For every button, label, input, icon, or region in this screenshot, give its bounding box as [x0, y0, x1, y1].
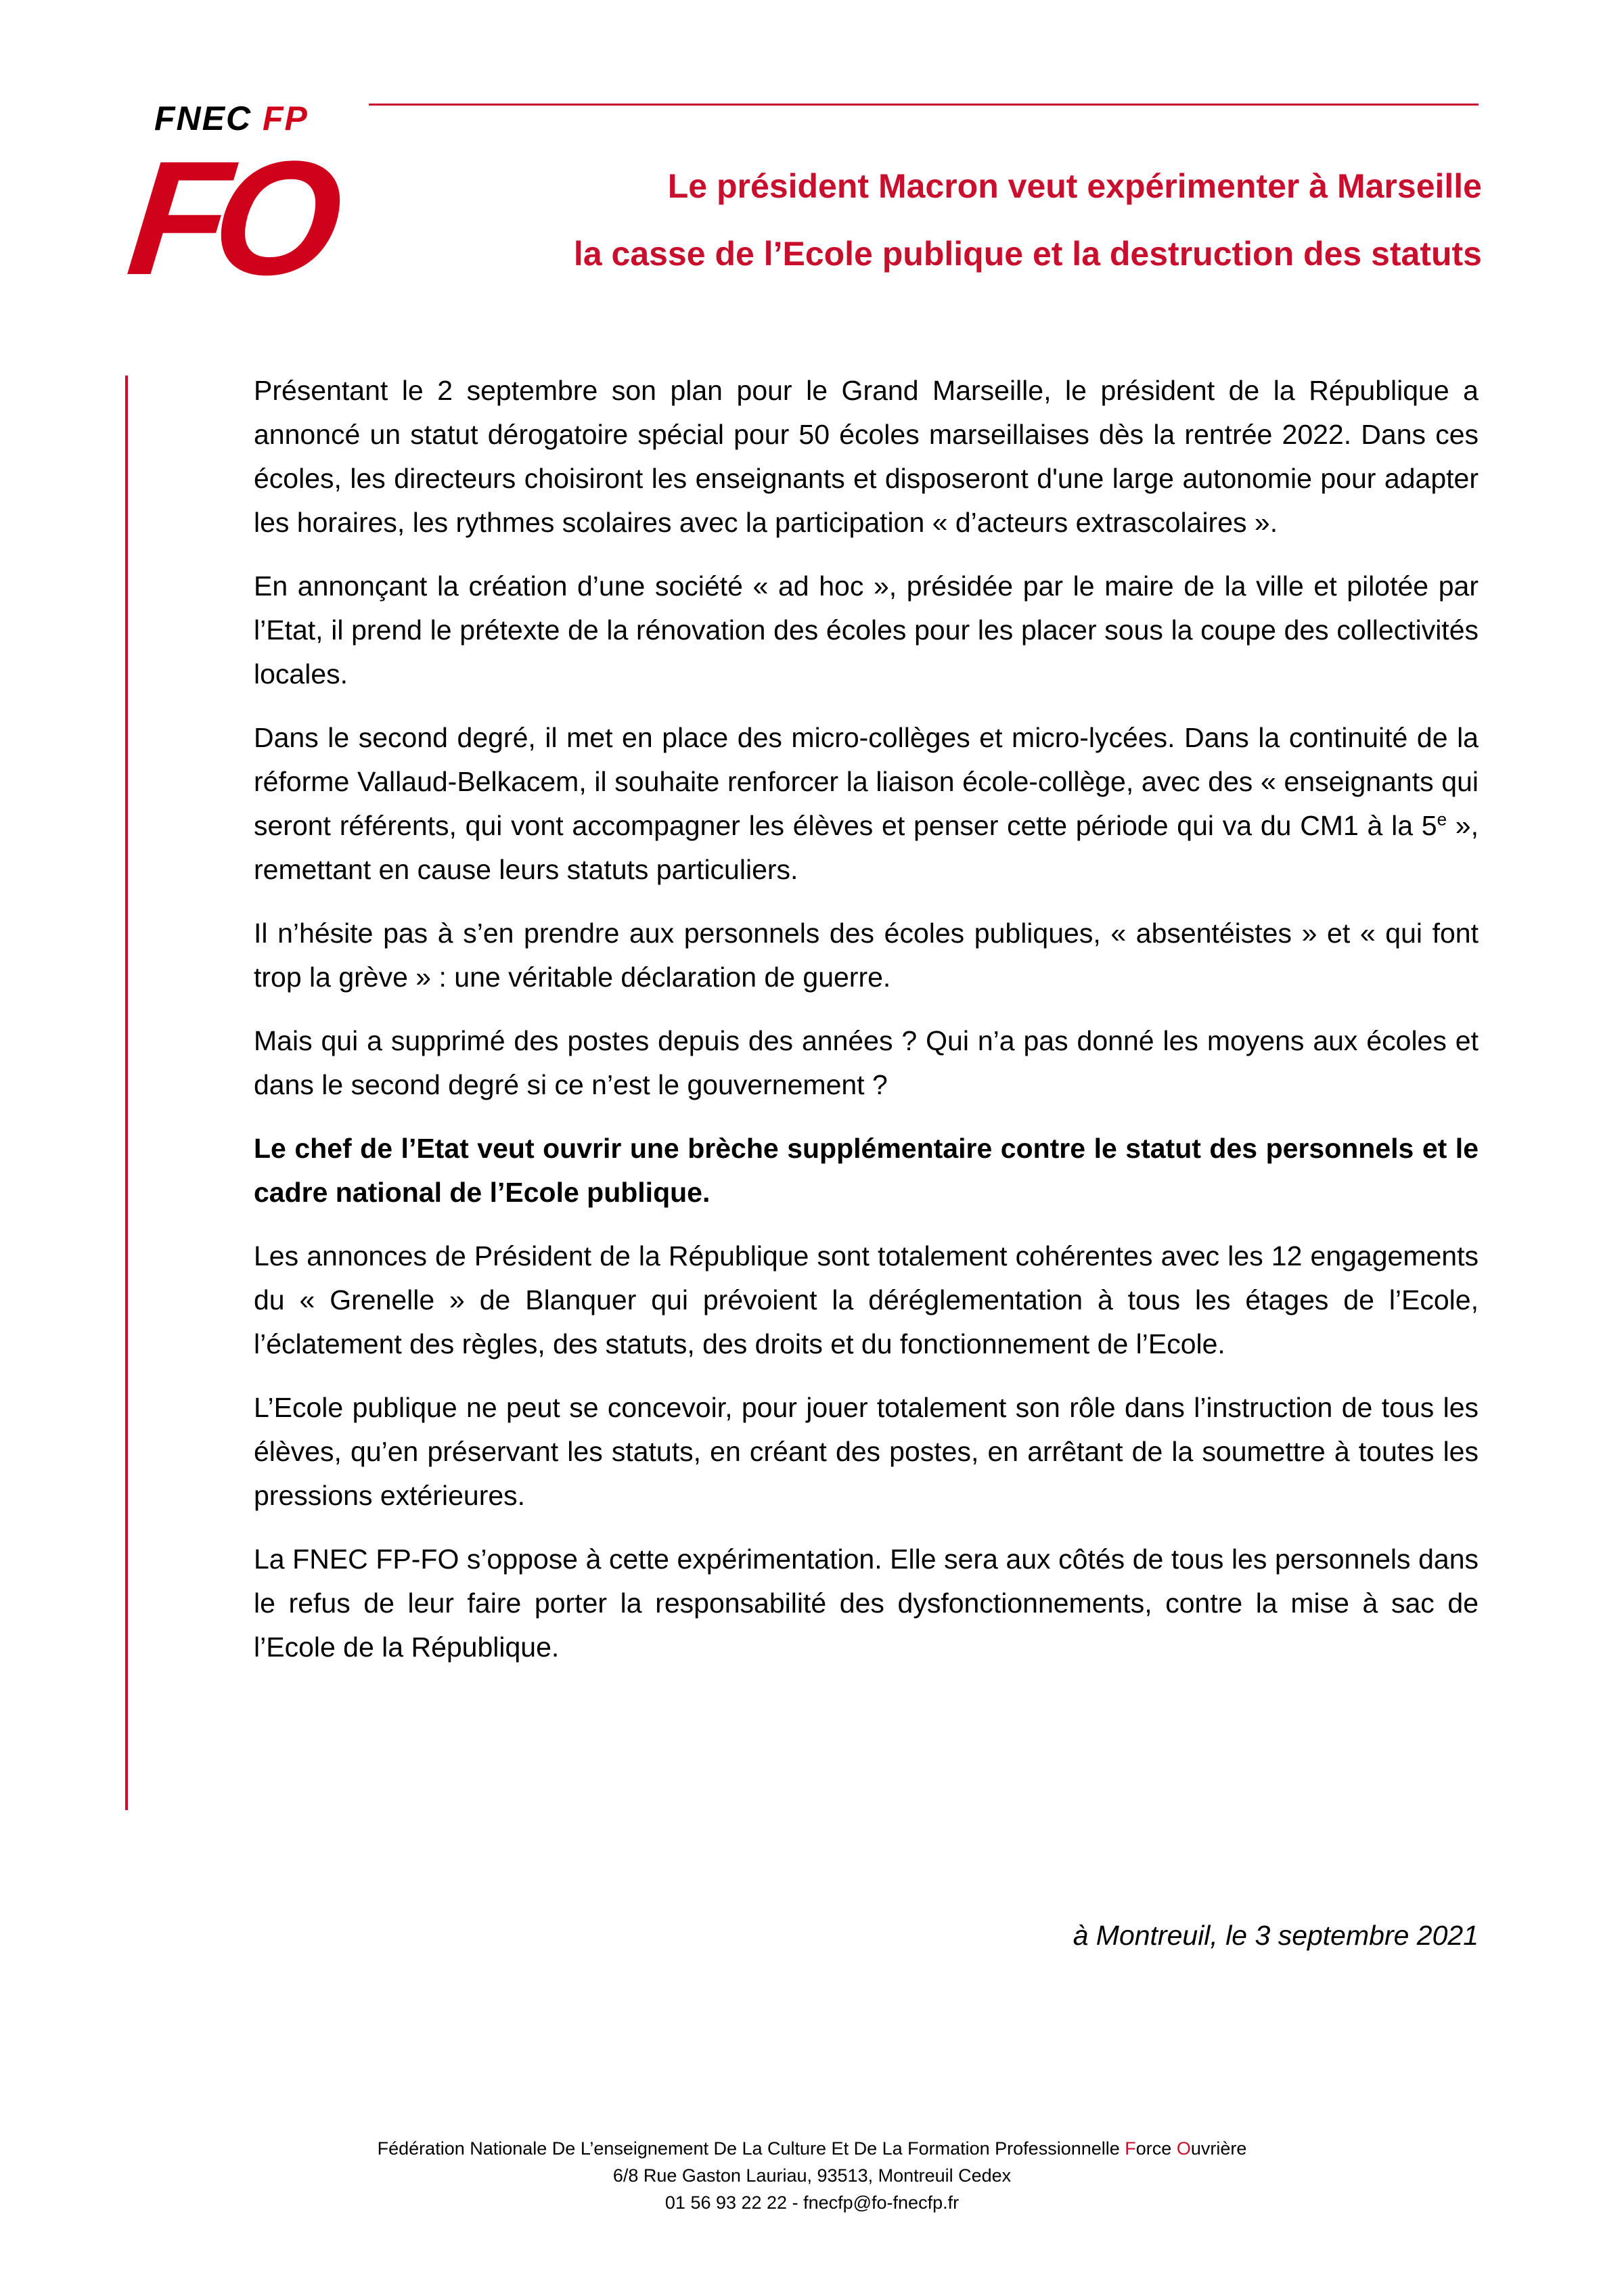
- superscript-e: e: [1437, 809, 1447, 830]
- footer: [203, 2135, 1421, 2216]
- logo-fnec: FNEC: [154, 99, 252, 137]
- paragraph-9: La FNEC FP-FO s’oppose à cette expérimentation. Elle sera aux côtés de tous les personnels dans le refus de leur faire porter la responsabilité des dysfonctionnements, contre la mise à sac de l’Ecole de la République.: [254, 1544, 1479, 1663]
- paragraph-5: Mais qui a supprimé des postes depuis des années ? Qui n’a pas donné les moyens aux écoles et dans le second degré si ce n’est le gouvernement ?: [254, 1025, 1479, 1100]
- footer-uvriere: uvrière: [1190, 2138, 1247, 2159]
- paragraph-1: Présentant le 2 septembre son plan pour le Grand Marseille, le président de la République a annoncé un statut dérogatoire spécial pour 50 écoles marseillaises dès la rentrée 2022. Dans ces écoles, les directeurs choisiront les enseignants et disposeront d'une large autonomie pour adapter les horaires, les rythmes scolaires avec la participation « d’acteurs extrascolaires ».: [254, 375, 1479, 538]
- paragraph-3-end: », remettant en cause leurs statuts particuliers.: [254, 810, 1479, 885]
- article-body: [254, 369, 1479, 1689]
- logo-fp: FP: [263, 99, 309, 137]
- title-line-1: Le président Macron veut expérimenter à Marseille: [667, 167, 1482, 205]
- footer-address: 6/8 Rue Gaston Lauriau, 93513, Montreuil Cedex: [612, 2165, 1012, 2186]
- paragraph-7: Les annonces de Président de la République sont totalement cohérentes avec les 12 engagements du « Grenelle » de Blanquer qui prévoient la déréglementation à tous les étages de l’Ecole, l’éclatement des règles, des statuts, des droits et du fonctionnement de l’Ecole.: [254, 1240, 1479, 1359]
- paragraph-6-bold: Le chef de l’Etat veut ouvrir une brèche supplémentaire contre le statut des personnels et le cadre national de l’Ecole publique.: [254, 1133, 1479, 1208]
- footer-f-red: F: [1125, 2138, 1136, 2159]
- paragraph-3: [254, 716, 1479, 892]
- paragraph-4: Il n’hésite pas à s’en prendre aux personnels des écoles publiques, « absentéistes » et « qui font trop la grève » : une véritable déclaration de guerre.: [254, 918, 1479, 993]
- logo-fo: FO: [120, 127, 336, 309]
- paragraph-3-start: Dans le second degré, il met en place des micro-collèges et micro-lycées. Dans la continuité de la réforme Vallaud-Belkacem, il souhaite renforcer la liaison école-collège, avec des « enseignants qui seront référents, qui vont accompagner les élèves et penser cette période qui va du CM1 à la 5: [254, 722, 1479, 841]
- place-date-signature: à Montreuil, le 3 septembre 2021: [1073, 1920, 1479, 1951]
- paragraph-2: En annonçant la création d’une société « ad hoc », présidée par le maire de la ville et pilotée par l’Etat, il prend le prétexte de la rénovation des écoles pour les placer sous la coupe des collectivités locales.: [254, 570, 1479, 690]
- footer-o-red: O: [1176, 2138, 1191, 2159]
- footer-contact: 01 56 93 22 22 - fnecfp@fo-fnecfp.fr: [664, 2192, 960, 2213]
- footer-org-text: Fédération Nationale De L’enseignement De La Culture Et De La Formation Professionnelle: [377, 2138, 1125, 2159]
- margin-rule: [125, 376, 128, 1810]
- paragraph-8: L’Ecole publique ne peut se concevoir, pour jouer totalement son rôle dans l’instruction de tous les élèves, qu’en préservant les statuts, en créant des postes, en arrêtant de la soumettre à toutes les pressions extérieures.: [254, 1392, 1479, 1511]
- header-divider: [369, 104, 1479, 106]
- title-line-2: la casse de l’Ecole publique et la destruction des statuts: [573, 235, 1482, 273]
- footer-organization: [203, 2135, 1421, 2162]
- fnec-fp-fo-logo: [120, 99, 336, 309]
- footer-orce: orce: [1135, 2138, 1177, 2159]
- page-title: [325, 152, 1482, 288]
